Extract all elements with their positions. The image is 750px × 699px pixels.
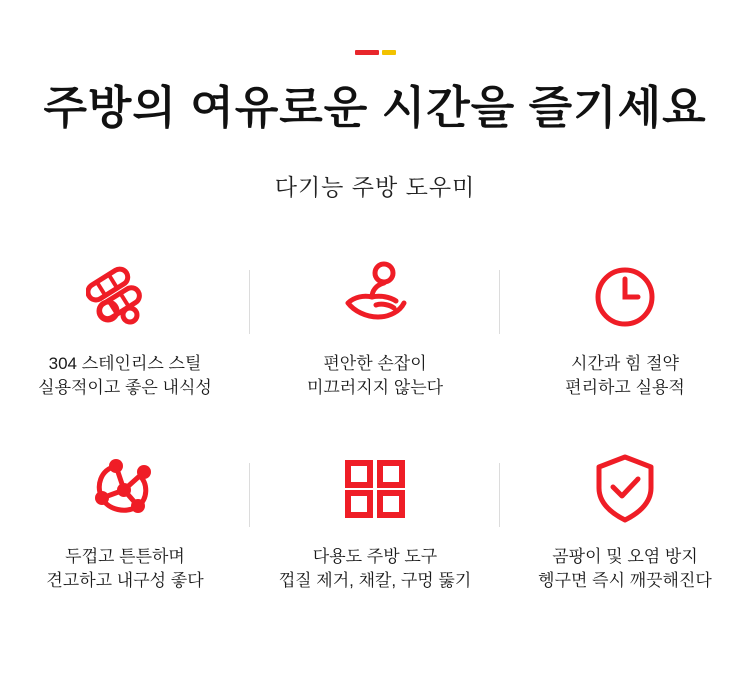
page-subtitle: 다기능 주방 도우미 bbox=[274, 173, 476, 200]
feature-item-hygiene bbox=[500, 445, 750, 594]
feature-line-1: 곰팡이 및 오염 방지 bbox=[552, 546, 698, 566]
feature-caption bbox=[46, 545, 203, 594]
feature-caption bbox=[38, 352, 212, 401]
feature-item-durability bbox=[0, 445, 250, 594]
feature-item-grip bbox=[250, 252, 500, 401]
shield-check-icon bbox=[591, 445, 659, 531]
feature-line-1: 시간과 힘 절약 bbox=[571, 353, 679, 373]
feature-line-1: 304 스테인리스 스틸 bbox=[48, 353, 202, 373]
feature-line-2: 편리하고 실용적 bbox=[565, 378, 685, 398]
feature-line-2: 실용적이고 좋은 내식성 bbox=[38, 378, 212, 398]
feature-caption bbox=[538, 545, 712, 594]
feature-line-2: 견고하고 내구성 좋다 bbox=[46, 571, 204, 591]
feature-line-1: 편안한 손잡이 bbox=[323, 353, 427, 373]
hand-grip-icon bbox=[332, 252, 418, 338]
feature-item-material bbox=[0, 252, 250, 401]
feature-item-multiuse bbox=[250, 445, 500, 594]
feature-caption bbox=[279, 545, 472, 594]
feature-item-time bbox=[500, 252, 750, 401]
stacked-logs-icon bbox=[86, 252, 164, 338]
page-title: 주방의 여유로운 시간을 즐기세요 bbox=[43, 82, 707, 133]
dash-ornament-red bbox=[355, 50, 379, 55]
grid-squares-icon bbox=[339, 445, 411, 531]
feature-line-1: 다용도 주방 도구 bbox=[312, 546, 438, 566]
feature-line-2: 껍질 제거, 채칼, 구멍 뚫기 bbox=[278, 571, 472, 591]
clock-icon bbox=[589, 252, 661, 338]
feature-line-2: 미끄러지지 않는다 bbox=[306, 378, 444, 398]
feature-line-1: 두껍고 튼튼하며 bbox=[65, 546, 185, 566]
feature-caption bbox=[307, 352, 443, 401]
feature-line-2: 헹구면 즉시 깨끗해진다 bbox=[538, 571, 712, 591]
molecule-icon bbox=[86, 445, 164, 531]
feature-grid bbox=[0, 252, 750, 595]
dash-ornament bbox=[0, 0, 750, 55]
feature-caption bbox=[565, 352, 685, 401]
dash-ornament-yellow bbox=[382, 50, 396, 55]
